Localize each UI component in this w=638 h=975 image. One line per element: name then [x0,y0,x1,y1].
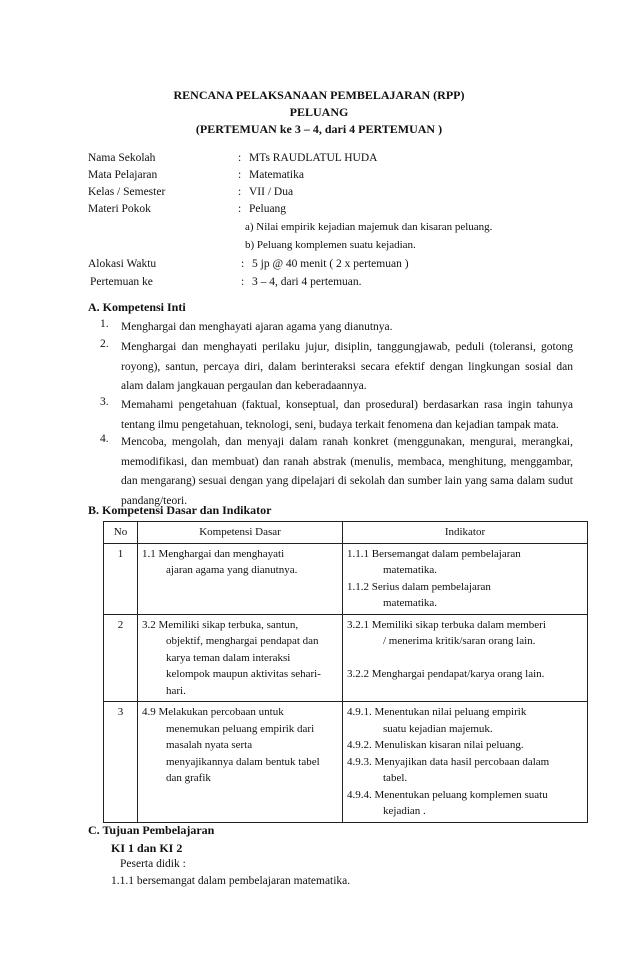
indicator-line: 4.9.1. Menentukan nilai peluang empirik [347,706,527,718]
identity-row-school [88,152,588,169]
kd-line: menemukan peluang empirik dari [166,722,315,735]
table-row [104,702,588,823]
kd-line: objektif, menghargai pendapat dan [166,635,319,647]
basic-competence-cell [138,543,343,614]
item-number: 2. [100,338,109,350]
indicator-line: 4.9.3. Menyajikan data hasil percobaan dalam [347,755,550,768]
identity-row-class [88,186,588,203]
indicator-line: 4.9.4. Menentukan peluang komplemen suatu [347,788,548,801]
indicator-line: kejadian . [383,805,426,817]
identity-label: Pertemuan ke [90,276,153,288]
competence-indicator-table [103,521,588,823]
item-text: Menghargai dan menghayati perilaku jujur, disiplin, tanggungjawab, peduli (toleransi, gotong royong), santun, percaya diri, dalam berinteraksi secara efektif dengan lingkungan sosial dan alam dalam jangkauan pergaulan dan keberadaannya. [121,341,573,392]
item-text: Memahami pengetahuan (faktual, konseptual, dan prosedural) berdasarkan rasa ingin tahunya tentang ilmu pengetahuan, teknologi, seni, budaya terkait fenomena dan kejadian tampak mata. [121,399,573,431]
identity-value: Matematika [249,169,304,181]
section-a-heading: A. Kompetensi Inti [88,300,186,314]
indicator-line: 4.9.2. Menuliskan kisaran nilai peluang. [347,739,524,751]
indicator-line: / menerima kritik/saran orang lain. [383,635,536,647]
identity-label: Mata Pelajaran [88,169,158,181]
column-header-no: No [104,522,138,544]
column-header-basic-competence: Kompetensi Dasar [138,522,343,544]
indicator-line: 1.1.1 Bersemangat dalam pembelajaran [347,547,521,560]
ki-label: KI 1 dan KI 2 [111,841,183,855]
indicator-line: suatu kejadian majemuk. [383,722,493,735]
kd-line: hari. [166,684,186,697]
table-row [104,614,588,702]
identity-label: Kelas / Semester [88,186,166,198]
identity-colon: : [238,203,242,215]
indicator-cell [343,702,588,823]
document-title: RENCANA PELAKSANAAN PEMBELAJARAN (RPP) [173,88,465,102]
identity-colon: : [238,169,242,181]
identity-value: MTs RAUDLATUL HUDA [249,152,378,164]
kd-line: dan grafik [166,772,211,784]
kd-first-line: 1.1 Menghargai dan menghayati [142,547,285,560]
section-c-heading: C. Tujuan Pembelajaran [88,823,215,837]
kd-line: menyajikannya dalam bentuk tabel [166,755,320,768]
section-b-heading: B. Kompetensi Dasar dan Indikator [88,503,272,517]
indicator-line: tabel. [383,772,408,784]
identity-row-material [88,203,588,220]
identity-value: VII / Dua [249,186,294,198]
item-number: 3. [100,396,109,408]
basic-competence-cell [138,614,343,702]
identity-value: 3 – 4, dari 4 pertemuan. [252,276,362,288]
column-header-indicator: Indikator [343,522,588,544]
material-subtopic: b) Peluang komplemen suatu kejadian. [245,239,416,251]
identity-row-subject [88,169,588,186]
indicator-line: 1.1.2 Serius dalam pembelajaran [347,580,491,593]
item-number: 1. [100,318,109,330]
kd-line: karya teman dalam interaksi [166,651,291,664]
identity-row-meeting [90,276,590,293]
kd-line: kelompok maupun aktivitas sehari- [166,668,321,680]
document-subtitle: PELUANG [289,105,349,119]
kd-first-line: 4.9 Melakukan percobaan untuk [142,706,284,718]
row-number: 2 [104,614,138,702]
indicator-cell [343,614,588,702]
identity-colon: : [238,152,242,164]
indicator-line: 3.2.1 Memiliki sikap terbuka dalam memberi [347,618,546,631]
identity-value: Peluang [249,203,287,215]
identity-label: Nama Sekolah [88,152,156,164]
indicator-line: matematika. [383,597,438,609]
kd-first-line: 3.2 Memiliki sikap terbuka, santun, [142,618,299,631]
learning-objective-item: 1.1.1 bersemangat dalam pembelajaran matematika. [111,875,351,887]
row-number: 1 [104,543,138,614]
table-header-row [104,522,588,544]
item-text: Menghargai dan menghayati ajaran agama yang dianutnya. [121,321,393,333]
document-meeting-info: (PERTEMUAN ke 3 – 4, dari 4 PERTEMUAN ) [195,122,443,136]
indicator-line: 3.2.2 Menghargai pendapat/karya orang lain. [347,667,545,680]
identity-label: Alokasi Waktu [88,258,157,270]
row-number: 3 [104,702,138,823]
identity-colon: : [241,276,245,288]
identity-value: 5 jp @ 40 menit ( 2 x pertemuan ) [252,258,409,270]
indicator-line: matematika. [383,564,438,576]
students-label: Peserta didik : [120,858,186,870]
spacer [347,650,583,666]
indicator-cell [343,543,588,614]
identity-row-time [88,258,588,275]
identity-colon: : [241,258,245,270]
kd-line: ajaran agama yang dianutnya. [166,564,298,576]
identity-label: Materi Pokok [88,203,151,215]
table-row [104,543,588,614]
basic-competence-cell [138,702,343,823]
identity-colon: : [238,186,242,198]
item-text: Mencoba, mengolah, dan menyaji dalam ranah konkret (menggunakan, mengurai, merangkai, memodifikasi, dan membuat) dan ranah abstrak (menulis, membaca, menghitung, menggambar, dan mengarang) sesuai dengan yang dipelajari di sekolah dan sumber lain yang sama dalam sudut pandang/teori. [121,436,573,507]
kd-line: masalah nyata serta [166,739,253,751]
item-number: 4. [100,433,109,445]
material-subtopic: a) Nilai empirik kejadian majemuk dan kisaran peluang. [245,221,493,233]
